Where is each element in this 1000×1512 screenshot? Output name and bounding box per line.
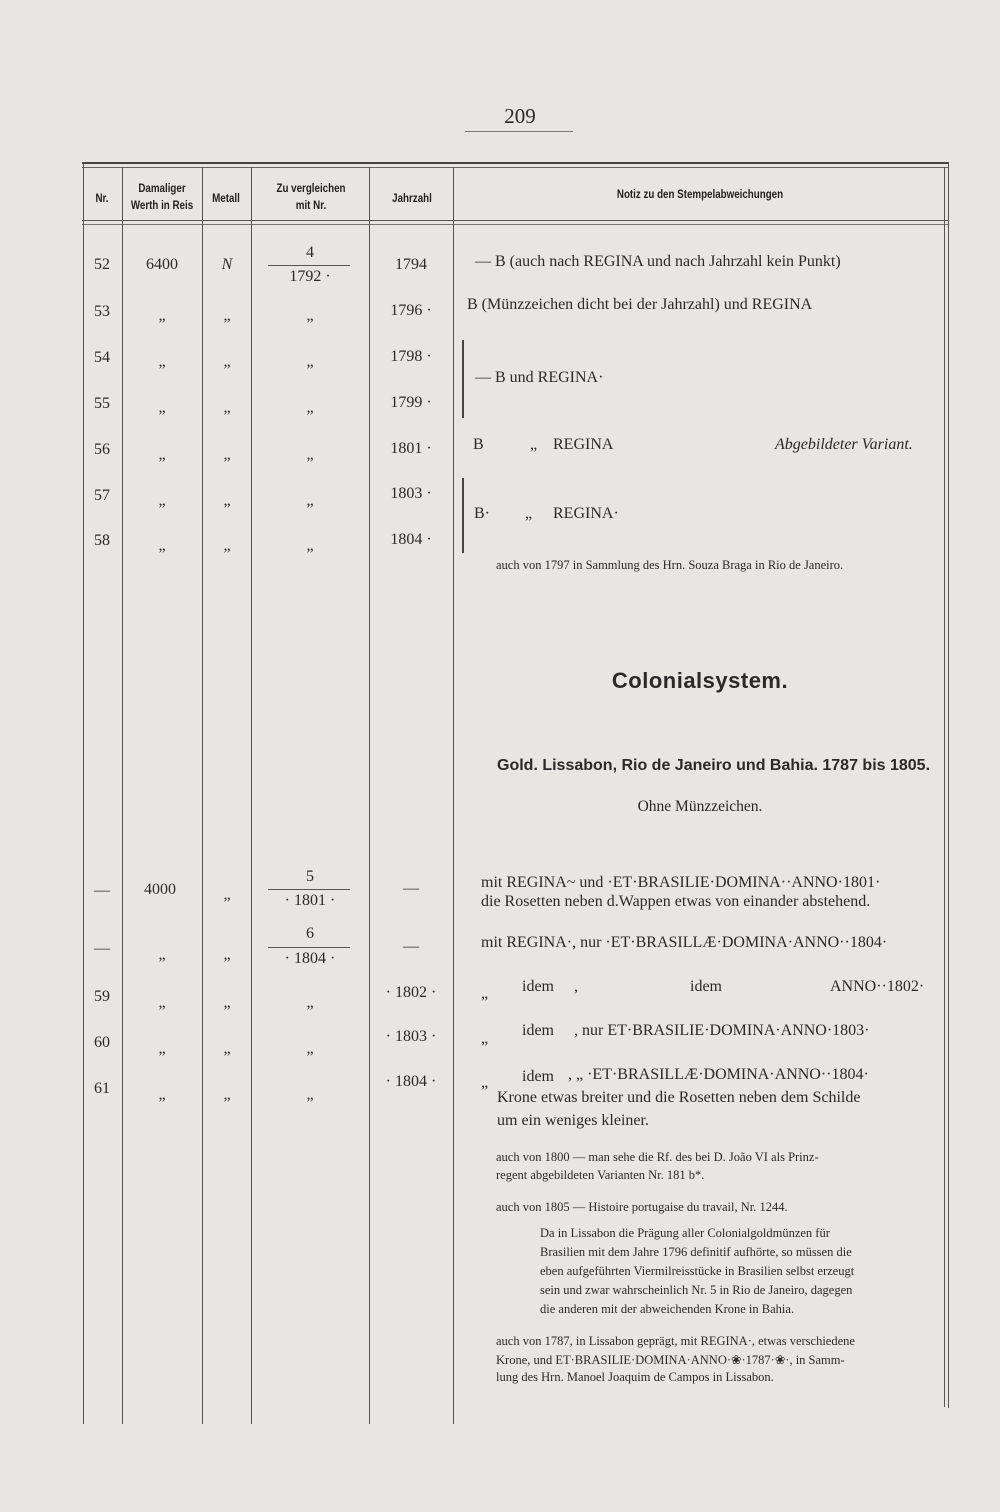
row-b-wert: „ [158,946,166,963]
commentary-line5: die anderen mit der abweichenden Krone in Bahia. [540,1302,795,1316]
bracket [462,340,464,418]
header-vergleichen-line2: mit Nr. [295,200,327,212]
row-56-note-ditto: „ [530,436,538,453]
section-title: Colonialsystem. [611,668,789,693]
row-52-vergl-top: 4 [306,244,314,261]
row-57-metall: „ [223,492,231,509]
gold-heading: Gold. Lissabon, Rio de Janeiro und Bahia. 1787 bis 1805. [497,757,931,774]
column-divider [944,167,945,1407]
row-59-jahr: · 1802 · [385,984,437,1001]
note-1800-line1: auch von 1800 — man sehe die Rf. des bei D. João VI als Prinz- [496,1150,819,1164]
row-58-vergl: „ [306,537,314,554]
row-61-vergl: „ [306,1086,314,1103]
row-61-note-text: , „ ·ET·BRASILLÆ·DOMINA·ANNO··1804· [568,1066,869,1083]
commentary-line2: Brasilien mit dem Jahre 1796 definitif aufhörte, so müssen die [540,1245,852,1259]
row-60-jahr: · 1803 · [385,1028,437,1045]
row-54-nr: 54 [94,349,110,366]
commentary-line4: sein und zwar wahrscheinlich Nr. 5 in Rio de Janeiro, dagegen [540,1283,853,1297]
row-56-note-b: B [473,436,484,453]
row-57-wert: „ [158,492,166,509]
row-61-note-idem: idem [522,1068,554,1085]
row-55-metall: „ [223,399,231,416]
row-59-note-anno: ANNO··1802· [830,978,925,995]
row-60-nr: 60 [94,1034,110,1051]
subheading: Ohne Münzzeichen. [637,798,763,815]
row-53-metall: „ [223,307,231,324]
row-52-metall: N [221,256,233,273]
bracket [462,478,464,553]
column-divider [202,167,203,1424]
row-a-note-line1: mit REGINA~ und ·ET·BRASILIE·DOMINA··ANNO·1801· [481,874,881,891]
row-b-jahr: — [403,938,419,955]
header-bottom-rule [82,220,948,221]
row-57-nr: 57 [94,487,110,504]
row-b-metall: „ [223,946,231,963]
row-56-vergl: „ [306,446,314,463]
page-number-rule [465,131,573,132]
row-b-vergl-bottom: · 1804 · [284,950,336,967]
row-b-note: mit REGINA·, nur ·ET·BRASILLÆ·DOMINA·ANNO··1804· [481,934,888,951]
commentary-line1: Da in Lissabon die Prägung aller Colonialgoldmünzen für [540,1226,830,1240]
header-wert-line2: Werth in Reis [130,200,194,212]
fraction-line [268,889,350,890]
row-58-wert: „ [158,537,166,554]
row-61-nr: 61 [94,1080,110,1097]
row-60-note-ditto: „ [481,1030,489,1047]
row-54-wert: „ [158,353,166,370]
header-jahrzahl: Jahrzahl [392,193,432,205]
header-vergleichen [264,181,358,215]
row-59-wert: „ [158,994,166,1011]
row-60-note-text: , nur ET·BRASILIE·DOMINA·ANNO·1803· [574,1022,870,1039]
row-61-note-ditto: „ [481,1074,489,1091]
column-divider [369,167,370,1424]
row-61-note-line3: um ein weniges kleiner. [497,1112,649,1129]
column-divider [453,167,454,1424]
column-divider [948,162,949,1408]
note-1787-line1: auch von 1787, in Lissabon geprägt, mit REGINA·, etwas verschiedene [496,1334,855,1348]
row-56-jahr: 1801 · [390,440,432,457]
row-a-nr: — [94,882,110,899]
fraction-line [268,947,350,948]
row-60-wert: „ [158,1040,166,1057]
row-58-nr: 58 [94,532,110,549]
row-55-wert: „ [158,399,166,416]
row-59-note-idem2: idem [690,978,722,995]
row-60-metall: „ [223,1040,231,1057]
row-60-note-idem: idem [522,1022,554,1039]
row-57-58-note-ditto: „ [525,505,533,522]
row-57-58-note-b: B· [474,505,490,522]
row-54-55-note: — B und REGINA· [475,369,604,386]
note-1800-line2: regent abgebildeten Varianten Nr. 181 b*. [496,1168,705,1182]
column-divider [122,167,123,1424]
row-61-note-line2: Krone etwas breiter und die Rosetten neben dem Schilde [497,1089,861,1106]
row-b-vergl-top: 6 [306,925,314,942]
note-1787-line2: Krone, und ET·BRASILIE·DOMINA·ANNO·❀·1787·❀·, in Samm- [496,1353,845,1367]
row-59-vergl: „ [306,994,314,1011]
row-56-metall: „ [223,446,231,463]
row-54-jahr: 1798 · [390,348,432,365]
header-nr: Nr. [95,193,109,205]
header-wert-line1: Damaliger [138,183,186,195]
page-number: 209 [504,104,536,128]
header-metall: Metall [212,193,240,205]
row-59-note-comma: , [574,978,578,995]
table-top-rule [82,162,948,164]
row-53-jahr: 1796 · [390,302,432,319]
row-a-vergl-top: 5 [306,868,314,885]
row-53-note: B (Münzzeichen dicht bei der Jahrzahl) und REGINA [467,296,813,313]
row-52-nr: 52 [94,256,110,273]
row-59-nr: 59 [94,988,110,1005]
row-61-metall: „ [223,1086,231,1103]
header-notiz: Notiz zu den Stempelabweichungen [616,189,784,201]
row-55-nr: 55 [94,395,110,412]
row-60-vergl: „ [306,1040,314,1057]
row-52-note: — B (auch nach REGINA und nach Jahrzahl kein Punkt) [475,253,841,270]
row-55-jahr: 1799 · [390,394,432,411]
row-56-wert: „ [158,446,166,463]
row-a-vergl-bottom: · 1801 · [284,892,336,909]
row-52-jahr: 1794 [395,256,427,273]
row-a-jahr: — [403,880,419,897]
row-a-metall: „ [223,886,231,903]
row-53-vergl: „ [306,307,314,324]
column-divider [251,167,252,1424]
row-54-vergl: „ [306,353,314,370]
row-52-vergl-bottom: 1792 · [289,268,331,285]
fraction-line [268,265,350,266]
row-57-58-extra: auch von 1797 in Sammlung des Hrn. Souza Braga in Rio de Janeiro. [496,558,844,572]
row-a-note-line2: die Rosetten neben d.Wappen etwas von einander abstehend. [481,893,871,910]
row-56-nr: 56 [94,441,110,458]
row-57-jahr: 1803 · [390,485,432,502]
row-59-metall: „ [223,994,231,1011]
row-a-wert: 4000 [144,881,176,898]
row-58-metall: „ [223,537,231,554]
row-59-note-idem1: idem [522,978,554,995]
header-bottom-rule-inner [82,224,948,225]
row-61-jahr: · 1804 · [385,1073,437,1090]
commentary-line3: eben aufgeführten Viermilreisstücke in Brasilien selbst erzeugt [540,1264,855,1278]
row-56-variant: Abgebildeter Variant. [775,436,913,453]
row-61-wert: „ [158,1086,166,1103]
row-54-metall: „ [223,353,231,370]
table-top-rule-inner [82,167,948,168]
row-59-note-ditto: „ [481,985,489,1002]
header-wert [125,181,200,215]
row-53-wert: „ [158,307,166,324]
row-55-vergl: „ [306,399,314,416]
row-53-nr: 53 [94,303,110,320]
row-56-note-regina: REGINA [553,436,614,453]
row-57-58-note-regina: REGINA· [553,505,619,522]
header-vergleichen-line1: Zu vergleichen [276,183,346,195]
note-1805: auch von 1805 — Histoire portugaise du travail, Nr. 1244. [496,1200,788,1214]
row-58-jahr: 1804 · [390,531,432,548]
row-57-vergl: „ [306,492,314,509]
note-1787-line3: lung des Hrn. Manoel Joaquim de Campos in Lissabon. [496,1370,774,1384]
row-b-nr: — [94,940,110,957]
row-52-wert: 6400 [146,256,178,273]
